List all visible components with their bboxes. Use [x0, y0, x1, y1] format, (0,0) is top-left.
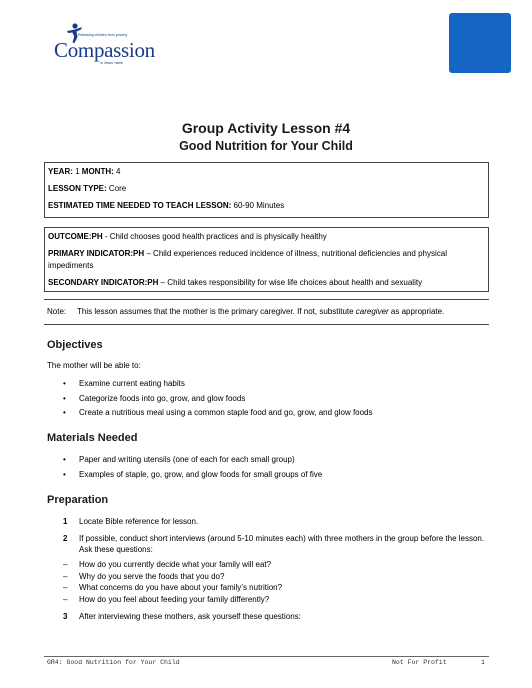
- list-item: – How do you currently decide what your family will eat?: [63, 559, 282, 571]
- preparation-step: [63, 533, 493, 557]
- compassion-logo: [52, 22, 164, 68]
- list-item: • Examples of staple, go, grow, and glow foods for small groups of five: [63, 469, 322, 484]
- year-month-line: [48, 166, 485, 178]
- page-title: Group Activity Lesson #4: [181, 120, 351, 136]
- footer-not-for-profit: Not For Profit: [392, 659, 447, 666]
- list-item: – Why do you serve the foods that you do?: [63, 571, 282, 583]
- list-item: – What concerns do you have about your family’s nutrition?: [63, 582, 282, 594]
- preparation-step: [63, 516, 493, 528]
- primary-indicator-line: [48, 248, 485, 272]
- outcome-line: [48, 231, 485, 243]
- year-value: 1: [72, 167, 82, 176]
- objectives-heading: Objectives: [47, 339, 103, 351]
- lesson-type-line: [48, 183, 485, 195]
- step-number: 1: [63, 517, 68, 526]
- month-label: MONTH:: [81, 167, 114, 176]
- decorative-blue-square: [449, 13, 511, 73]
- logo-tagline-bottom: in Jesus' name: [100, 61, 124, 65]
- list-item: • Paper and writing utensils (one of each for each small group): [63, 454, 322, 469]
- objectives-intro: The mother will be able to:: [47, 361, 141, 370]
- footer-lesson-name: GR4: Good Nutrition for Your Child: [47, 659, 180, 666]
- step-text: Locate Bible reference for lesson.: [79, 517, 199, 526]
- preparation-heading: Preparation: [47, 494, 109, 506]
- primary-indicator-text: – Child experiences reduced incidence of illness, nutritional deficiencies and physical impediments: [48, 249, 447, 270]
- logo-tagline-top: Releasing children from poverty: [78, 33, 128, 37]
- logo-wordmark: Compassion: [54, 38, 155, 62]
- lesson-type-label: LESSON TYPE:: [48, 184, 107, 193]
- primary-indicator-label: PRIMARY INDICATOR:PH: [48, 249, 145, 258]
- materials-list: [63, 454, 322, 483]
- note-text-end: as appropriate.: [388, 307, 445, 316]
- list-item: • Categorize foods into go, grow, and glow foods: [63, 393, 373, 408]
- list-item: • Examine current eating habits: [63, 378, 373, 393]
- interview-questions-list: [63, 559, 282, 605]
- preparation-step: [63, 611, 493, 623]
- lesson-type-value: Core: [106, 184, 127, 193]
- note-top-rule: [44, 299, 489, 300]
- step-number: 3: [63, 612, 68, 621]
- year-label: YEAR:: [48, 167, 73, 176]
- time-needed-line: [48, 200, 485, 212]
- outcome-label: OUTCOME:PH: [48, 232, 103, 241]
- note-emphasis: caregiver: [355, 307, 389, 316]
- objectives-list: [63, 378, 373, 422]
- list-item: – How do you feel about feeding your family differently?: [63, 594, 282, 606]
- secondary-indicator-label: SECONDARY INDICATOR:PH: [48, 278, 159, 287]
- outcome-text: - Child chooses good health practices and is physically healthy: [102, 232, 327, 241]
- footer-rule: [44, 656, 489, 657]
- time-needed-value: 60-90 Minutes: [231, 201, 285, 210]
- month-value: 4: [113, 167, 121, 176]
- step-number: 2: [63, 534, 68, 543]
- step-text: After interviewing these mothers, ask yourself these questions:: [79, 612, 301, 621]
- list-item: • Create a nutritious meal using a common staple food and go, grow, and glow foods: [63, 407, 373, 422]
- note-bottom-rule: [44, 324, 489, 325]
- note-text: This lesson assumes that the mother is the primary caregiver. If not, substitute: [77, 307, 356, 316]
- footer-page-number: 1: [481, 659, 485, 666]
- lesson-info-box: [44, 162, 489, 218]
- step-text: If possible, conduct short interviews (around 5-10 minutes each) with three mothers in the group before the lesson. Ask these questions:: [79, 534, 485, 554]
- secondary-indicator-line: [48, 277, 485, 289]
- indicator-box: [44, 227, 489, 292]
- lesson-note: [47, 307, 444, 316]
- page-subtitle: Good Nutrition for Your Child: [179, 139, 353, 153]
- materials-heading: Materials Needed: [47, 432, 138, 444]
- time-needed-label: ESTIMATED TIME NEEDED TO TEACH LESSON:: [48, 201, 232, 210]
- note-label: Note:: [47, 307, 67, 316]
- secondary-indicator-text: – Child takes responsibility for wise life choices about health and sexuality: [158, 278, 423, 287]
